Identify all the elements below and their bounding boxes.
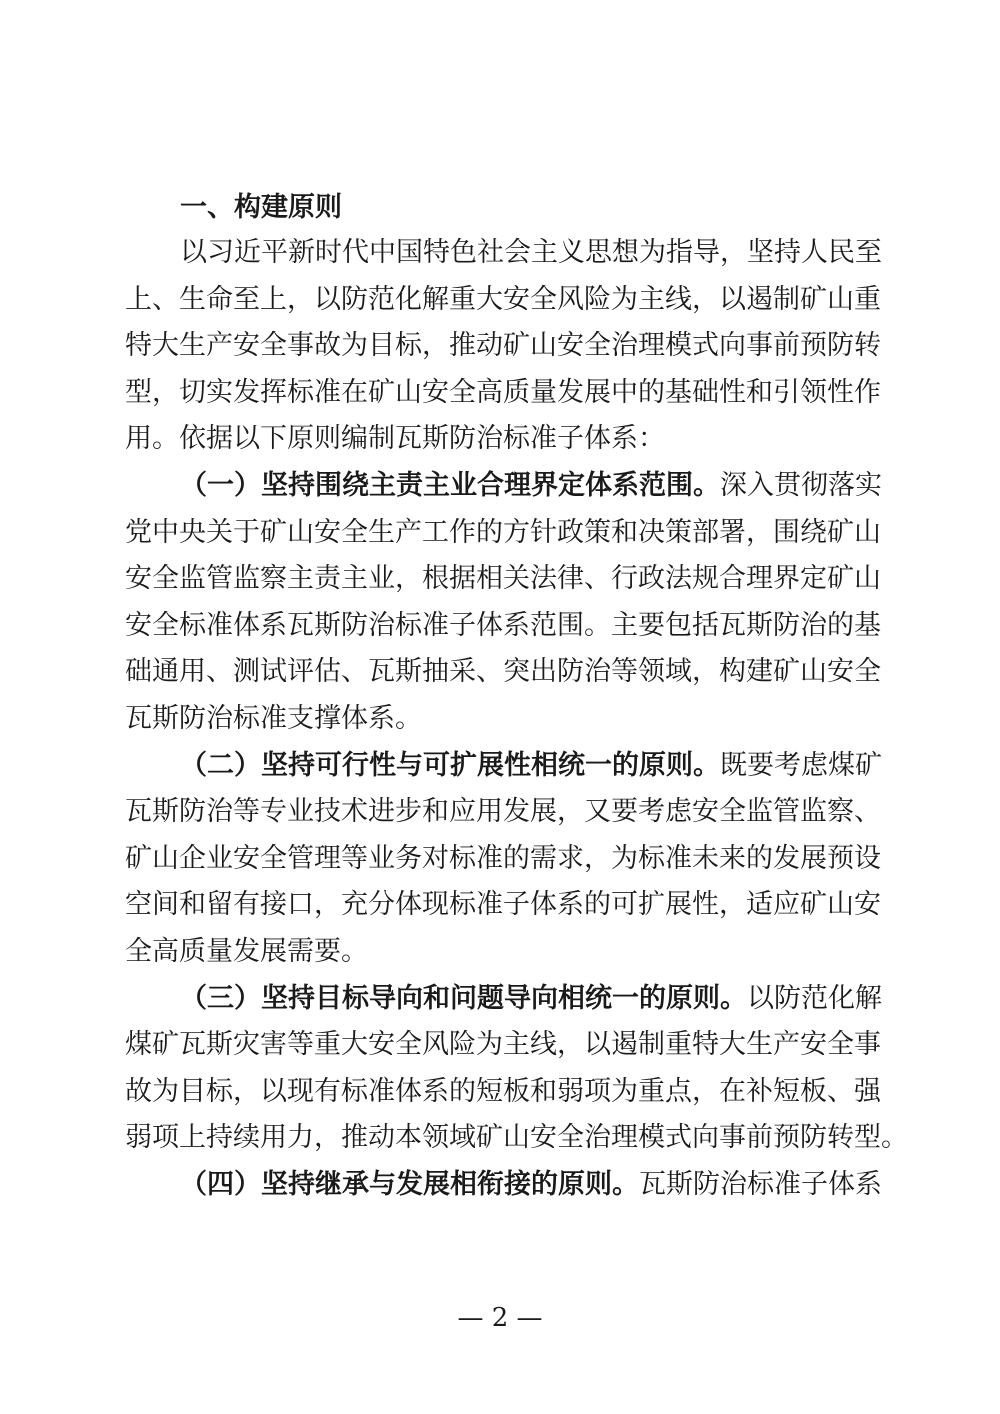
- text-line: [125, 606, 881, 646]
- text-line: [125, 419, 881, 459]
- text-line: [125, 559, 881, 599]
- text-line: [125, 652, 881, 692]
- line-text: 以防范化解: [747, 982, 882, 1014]
- paragraph-lead: （四）坚持继承与发展相衔接的原则。: [180, 1169, 639, 1200]
- text-line: [125, 885, 881, 925]
- text-line: [180, 466, 881, 506]
- text-line: [180, 746, 881, 786]
- line-text: 瓦斯防治标准子体系: [639, 1169, 882, 1200]
- text-line: [180, 979, 881, 1019]
- line-text: 上、生命至上，以防范化解重大安全风险为主线，以遏制矿山重: [125, 283, 881, 315]
- text-line: [125, 839, 881, 879]
- line-text: 深入贯彻落实: [720, 470, 882, 501]
- paragraph-lead: （一）坚持围绕主责主业合理界定体系范围。: [180, 470, 720, 501]
- text-line: [125, 932, 881, 972]
- line-text: 煤矿瓦斯灾害等重大安全风险为主线，以遏制重特大生产安全事: [125, 1029, 881, 1061]
- line-text: 以习近平新时代中国特色社会主义思想为指导，坚持人民至: [180, 237, 882, 268]
- line-text: 全高质量发展需要。: [125, 936, 368, 967]
- line-text: 础通用、测试评估、瓦斯抽采、突出防治等领域，构建矿山安全: [125, 656, 881, 688]
- text-line: [125, 373, 881, 413]
- text-line: [125, 699, 881, 739]
- paragraph-lead: （二）坚持可行性与可扩展性相统一的原则。: [180, 749, 720, 781]
- text-line: [125, 1025, 881, 1065]
- line-text: 用。依据以下原则编制瓦斯防治标准子体系：: [125, 423, 665, 455]
- text-line: [180, 233, 881, 273]
- paragraph-lead: （三）坚持目标导向和问题导向相统一的原则。: [180, 982, 747, 1014]
- line-text: 矿山企业安全管理等业务对标准的需求，为标准未来的发展预设: [125, 842, 881, 874]
- line-text: 弱项上持续用力，推动本领域矿山安全治理模式向事前预防转型。: [125, 1122, 908, 1154]
- page-number: — 2 —: [457, 1303, 543, 1333]
- line-text: 安全监管监察主责主业，根据相关法律、行政法规合理界定矿山: [125, 563, 881, 595]
- line-text: 特大生产安全事故为目标，推动矿山安全治理模式向事前预防转: [125, 330, 881, 362]
- line-text: 空间和留有接口，充分体现标准子体系的可扩展性，适应矿山安: [125, 889, 881, 921]
- line-text: 党中央关于矿山安全生产工作的方针政策和决策部署，围绕矿山: [125, 516, 881, 548]
- section-heading: 一、构建原则: [180, 192, 342, 223]
- text-line: [125, 326, 881, 366]
- line-text: 安全标准体系瓦斯防治标准子体系范围。主要包括瓦斯防治的基: [125, 609, 881, 641]
- text-line: [125, 513, 881, 553]
- line-text: 瓦斯防治标准支撑体系。: [125, 703, 422, 734]
- line-text: 故为目标，以现有标准体系的短板和弱项为重点，在补短板、强: [125, 1075, 881, 1107]
- line-text: 瓦斯防治等专业技术进步和应用发展，又要考虑安全监管监察、: [125, 796, 881, 828]
- line-text: 型，切实发挥标准在矿山安全高质量发展中的基础性和引领性作: [125, 376, 881, 408]
- text-line: [125, 1072, 881, 1112]
- text-line: [125, 280, 881, 320]
- line-text: 既要考虑煤矿: [720, 749, 882, 781]
- text-line: [125, 1118, 908, 1158]
- text-line: [180, 1165, 881, 1205]
- text-line: [125, 792, 881, 832]
